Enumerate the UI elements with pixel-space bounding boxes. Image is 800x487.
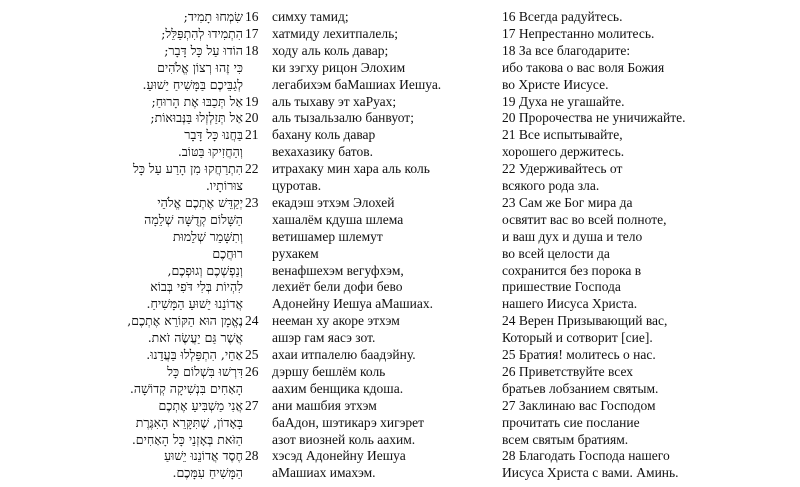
transliteration-text: нееман ху акоре этхэм [272, 313, 400, 329]
transliteration-text: вехахазику батов. [272, 144, 374, 160]
verse-number: 23 [245, 194, 259, 210]
transliteration-text: цуротав. [272, 178, 322, 193]
verse-number: 28 [245, 448, 259, 464]
hebrew-text: בַּחֲנוּ כָּל דָּבָר [184, 127, 243, 143]
hebrew-text: לְגַבֵּיכֶם בַּמָּשִׁיחַ יֵשׁוּעַ. [142, 76, 243, 92]
verse-number: 17 [245, 25, 259, 41]
russian-text: нашего Иисуса Христа. [502, 296, 638, 312]
verse-row [0, 295, 800, 312]
transliteration-text: аль тызальзалю банвуот; [272, 110, 414, 126]
transliteration-text: аМашиах имахэм. [272, 465, 376, 481]
russian-text: 19 Духа не угашайте. [502, 93, 625, 109]
verse-row [0, 346, 800, 363]
transliteration-text: баАдон, шэтикарэ хигэрет [272, 414, 425, 430]
russian-text: сохранится без порока в [502, 262, 642, 278]
russian-text: 26 Приветствуйте всех [502, 363, 634, 379]
russian-text: 22 Удерживайтесь от [502, 161, 623, 177]
hebrew-text: דִּרְשׁוּ בִּשְׁלוֹם כָּל [167, 363, 243, 379]
hebrew-text: אֲנִי מַשְׁבִּיעַ אֶתְכֶם [158, 397, 243, 413]
russian-text: 18 За все благодарите: [502, 42, 631, 58]
verse-row [0, 431, 800, 448]
transliteration-text: лехиёт бели дофи бево [272, 279, 403, 295]
hebrew-text: נֶאֱמָן הוּא הַקּוֹרֵא אֶתְכֶם, [127, 313, 243, 329]
russian-text: во всей целости да [502, 245, 610, 261]
verse-number: 26 [245, 363, 259, 379]
transliteration-text: ходу аль коль давар; [272, 42, 389, 58]
verse-row [0, 262, 800, 279]
transliteration-text: аль тыхаву эт хаРуах; [272, 93, 397, 109]
hebrew-text: הַשָּׁלוֹם קְדֻשָּׁה שְׁלֵמָה [144, 211, 243, 227]
hebrew-text: הוֹדוּ עַל כָּל דָּבָר; [164, 42, 243, 58]
verse-row [0, 363, 800, 380]
verse-row [0, 397, 800, 414]
hebrew-text: וְנַפְשְׁכֶם וְגוּפְכֶם, [167, 262, 243, 278]
verse-row [0, 76, 800, 93]
transliteration-text: венафшехэм вегуфхэм, [272, 262, 404, 278]
verse-number: 24 [245, 313, 259, 329]
transliteration-text: рухакем [272, 245, 319, 261]
transliteration-text: хэсэд Адонейну Иешуа [272, 448, 406, 464]
russian-text: всем святым братиям. [502, 431, 629, 447]
hebrew-text: הַמָּשִׁיחַ עִמָּכֶם. [172, 465, 243, 481]
verse-row [0, 447, 800, 464]
hebrew-text: וְהַחֲזִיקוּ בַּטּוֹב. [177, 144, 243, 160]
verse-row [0, 329, 800, 346]
russian-text: во Христе Иисусе. [502, 76, 609, 92]
russian-text: 21 Все испытывайте, [502, 127, 623, 143]
transliteration-text: ки зэгху рицон Элохим [272, 59, 406, 75]
transliteration-text: екадэш этхэм Элохей [272, 194, 395, 210]
hebrew-text: אַל תְּזַלְזְלוּ בַּנְּבוּאוֹת; [150, 110, 243, 126]
hebrew-text: הִתְרַחֲקוּ מִן הָרַע עַל כָּל [132, 161, 243, 177]
transliteration-text: ани машбия этхэм [272, 397, 377, 413]
verse-number: 18 [245, 42, 259, 58]
hebrew-text: אֲשֶׁר גַּם יַעֲשֶׂה זֹאת. [147, 330, 243, 346]
verse-number: 22 [245, 161, 259, 177]
verse-row [0, 42, 800, 59]
transliteration-text: итрахаку мин хара аль коль [272, 161, 430, 177]
hebrew-text: כִּי זֶהוּ רְצוֹן אֱלֹהִים [157, 59, 243, 75]
transliteration-text: дэршу бешлём коль [272, 363, 386, 379]
transliteration-text: бахану коль давар [272, 127, 376, 143]
verse-number: 19 [245, 93, 259, 109]
russian-text: братьев лобзанием святым. [502, 380, 659, 396]
transliteration-text: ахаи итпалелю баадэйну. [272, 347, 416, 362]
russian-text: 28 Благодать Господа нашего [502, 448, 670, 464]
russian-text: прочитать сие послание [502, 414, 640, 430]
transliteration-text: Адонейну Иешуа аМашиах. [272, 296, 433, 312]
hebrew-text: אַל תְּכַבּוּ אֶת הָרוּחַ; [151, 93, 243, 109]
hebrew-text: אַחַי, הִתְפַּלְלוּ בַּעֲדֵנוּ. [146, 347, 243, 362]
verse-row [0, 109, 800, 126]
verse-number: 25 [245, 347, 259, 362]
transliteration-text: легабихэм баМашиах Иешуа. [272, 76, 442, 92]
verse-row [0, 126, 800, 143]
transliteration-text: хашалём кдуша шлема [272, 211, 404, 227]
verse-row [0, 8, 800, 25]
transliteration-text: аахим бенщика кдоша. [272, 380, 404, 396]
russian-text: 24 Верен Призывающий вас, [502, 313, 668, 329]
verse-row [0, 93, 800, 110]
verse-number: 20 [245, 110, 259, 126]
transliteration-text: ветишамер шлемут [272, 228, 383, 244]
verse-row [0, 312, 800, 329]
hebrew-text: הִתְמִידוּ לְהִתְפַּלֵּל; [161, 25, 243, 41]
russian-text: 27 Заклинаю вас Господом [502, 397, 656, 413]
verse-number: 21 [245, 127, 259, 143]
verse-row [0, 25, 800, 42]
verse-row [0, 245, 800, 262]
hebrew-text: הָאַחִים בִּנְשִׁיקָה קְדוֹשָׁה. [129, 380, 243, 396]
russian-text: Иисуса Христа с вами. Аминь. [502, 465, 679, 481]
russian-text: 17 Непрестанно молитесь. [502, 25, 655, 41]
russian-text: 23 Сам же Бог мира да [502, 194, 633, 210]
russian-text: пришествие Господа [502, 279, 621, 295]
russian-text: 16 Всегда радуйтесь. [502, 9, 623, 24]
transliteration-text: хатмиду лехитпалель; [272, 25, 399, 41]
verse-row [0, 143, 800, 160]
hebrew-text: וְתִשָּׁמֵר שְׁלֵמוּת [172, 228, 243, 244]
hebrew-text: יְקַדֵּשׁ אֶתְכֶם אֱלֹהֵי [157, 194, 243, 210]
hebrew-text: לִהְיוֹת בְּלִי דֹּפִי בְּבוֹא [150, 279, 243, 295]
russian-text: Который и сотворит [сие]. [502, 330, 653, 346]
russian-text: и ваш дух и душа и тело [502, 228, 643, 244]
russian-text: всякого рода зла. [502, 178, 600, 193]
verse-number: 16 [245, 9, 259, 24]
transliteration-text: симху тамид; [272, 9, 349, 24]
verse-row [0, 194, 800, 211]
russian-text: 20 Пророчества не уничижайте. [502, 110, 686, 126]
verse-row [0, 414, 800, 431]
russian-text: ибо такова о вас воля Божия [502, 59, 665, 75]
russian-text: 25 Братия! молитесь о нас. [502, 347, 656, 362]
hebrew-text: הַזֹּאת בְּאָזְנֵי כָּל הָאַחִים. [131, 431, 243, 447]
verse-number: 27 [245, 397, 259, 413]
verse-row [0, 211, 800, 228]
transliteration-text: азот виозней коль аахим. [272, 431, 416, 447]
verse-row [0, 160, 800, 177]
verse-row [0, 278, 800, 295]
verse-row [0, 464, 800, 481]
russian-text: хорошего держитесь. [502, 144, 625, 160]
verse-row [0, 380, 800, 397]
hebrew-text: שִׂמְחוּ תָמִיד; [183, 9, 243, 24]
hebrew-text: בָּאָדוֹן, שֶׁתִּקָּרֵא הָאִגֶּרֶת [135, 414, 243, 430]
verse-row [0, 228, 800, 245]
verse-row [0, 177, 800, 194]
hebrew-text: אֲדוֹנֵנוּ יֵשׁוּעַ הַמָּשִׁיחַ. [146, 296, 243, 312]
hebrew-text: חֶסֶד אֲדוֹנֵנוּ יֵשׁוּעַ [164, 448, 243, 464]
verse-row [0, 59, 800, 76]
hebrew-text: רוּחֲכֶם [212, 245, 243, 261]
transliteration-text: ашэр гам яасэ зот. [272, 330, 376, 346]
hebrew-text: צוּרוֹתָיו. [205, 178, 243, 193]
russian-text: освятит вас во всей полноте, [502, 211, 667, 227]
